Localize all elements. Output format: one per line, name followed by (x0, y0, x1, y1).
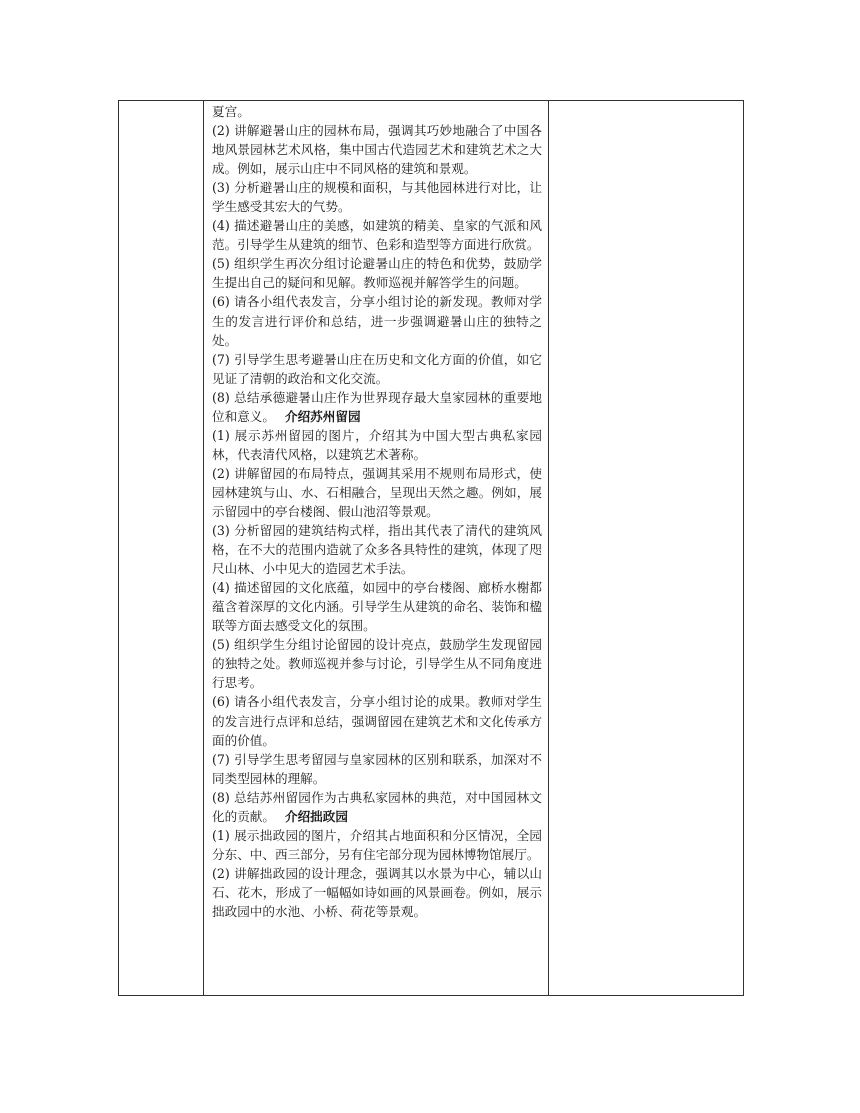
paragraph: 夏宫。 (212, 104, 250, 119)
paragraph: (2) 讲解留园的布局特点，强调其采用不规则布局形式，使园林建筑与山、水、石相融合，呈现出天然之趣。例如，展示留园中的亭台楼阁、假山池沼等景观。 (212, 465, 542, 519)
paragraph: (4) 描述留园的文化底蕴，如园中的亭台楼阁、廊桥水榭都蕴含着深厚的文化内涵。引导学生从建筑的命名、装饰和楹联等方面去感受文化的氛围。 (212, 580, 542, 634)
paragraph: (5) 组织学生再次分组讨论避暑山庄的特色和优势，鼓励学生提出自己的疑问和见解。教师巡视并解答学生的问题。 (212, 256, 542, 291)
paragraph: (3) 分析留园的建筑结构式样，指出其代表了清代的建筑风格，在不大的范围内造就了众多各具特性的建筑，体现了咫尺山林、小中见大的造园艺术手法。 (212, 523, 542, 577)
paragraph: (2) 讲解避暑山庄的园林布局，强调其巧妙地融合了中国各地风景园林艺术风格，集中国古代造园艺术和建筑艺术之大成。例如，展示山庄中不同风格的建筑和景观。 (212, 123, 542, 177)
paragraph: (8) 总结承德避暑山庄作为世界现存最大皇家园林的重要地位和意义。 介绍苏州留园 (212, 389, 542, 424)
left-column-cell (119, 101, 204, 996)
paragraph: (1) 展示拙政园的图片，介绍其占地面积和分区情况，全园分东、中、西三部分，另有住宅部分现为园林博物馆展厅。 (212, 827, 542, 862)
table-row (119, 101, 744, 996)
paragraph: (7) 引导学生思考避暑山庄在历史和文化方面的价值，如它见证了清朝的政治和文化交流。 (212, 351, 542, 386)
lesson-plan-table (118, 100, 744, 996)
paragraph: (5) 组织学生分组讨论留园的设计亮点，鼓励学生发现留园的独特之处。教师巡视并参与讨论，引导学生从不同角度进行思考。 (212, 637, 542, 691)
paragraph: (3) 分析避暑山庄的规模和面积，与其他园林进行对比，让学生感受其宏大的气势。 (212, 180, 542, 215)
paragraph: (8) 总结苏州留园作为古典私家园林的典范，对中国园林文化的贡献。 介绍拙政园 (212, 789, 542, 824)
paragraph: (6) 请各小组代表发言，分享小组讨论的成果。教师对学生的发言进行点评和总结，强调留园在建筑艺术和文化传承方面的价值。 (212, 694, 542, 748)
content-column-cell (204, 101, 549, 996)
section-heading: 介绍拙政园 (284, 808, 348, 824)
paragraph: (4) 描述避暑山庄的美感，如建筑的精美、皇家的气派和风范。引导学生从建筑的细节、色彩和造型等方面进行欣赏。 (212, 218, 542, 253)
paragraph: (7) 引导学生思考留园与皇家园林的区别和联系，加深对不同类型园林的理解。 (212, 751, 542, 786)
content-text-block (204, 101, 548, 921)
paragraph: (1) 展示苏州留园的图片，介绍其为中国大型古典私家园林，代表清代风格，以建筑艺术著称。 (212, 427, 542, 462)
paragraph: (6) 请各小组代表发言，分享小组讨论的新发现。教师对学生的发言进行评价和总结，进一步强调避暑山庄的独特之处。 (212, 294, 542, 348)
paragraph: (2) 讲解拙政园的设计理念，强调其以水景为中心，辅以山石、花木，形成了一幅幅如诗如画的风景画卷。例如，展示拙政园中的水池、小桥、荷花等景观。 (212, 865, 542, 919)
right-column-cell (549, 101, 744, 996)
section-heading: 介绍苏州留园 (284, 408, 361, 424)
